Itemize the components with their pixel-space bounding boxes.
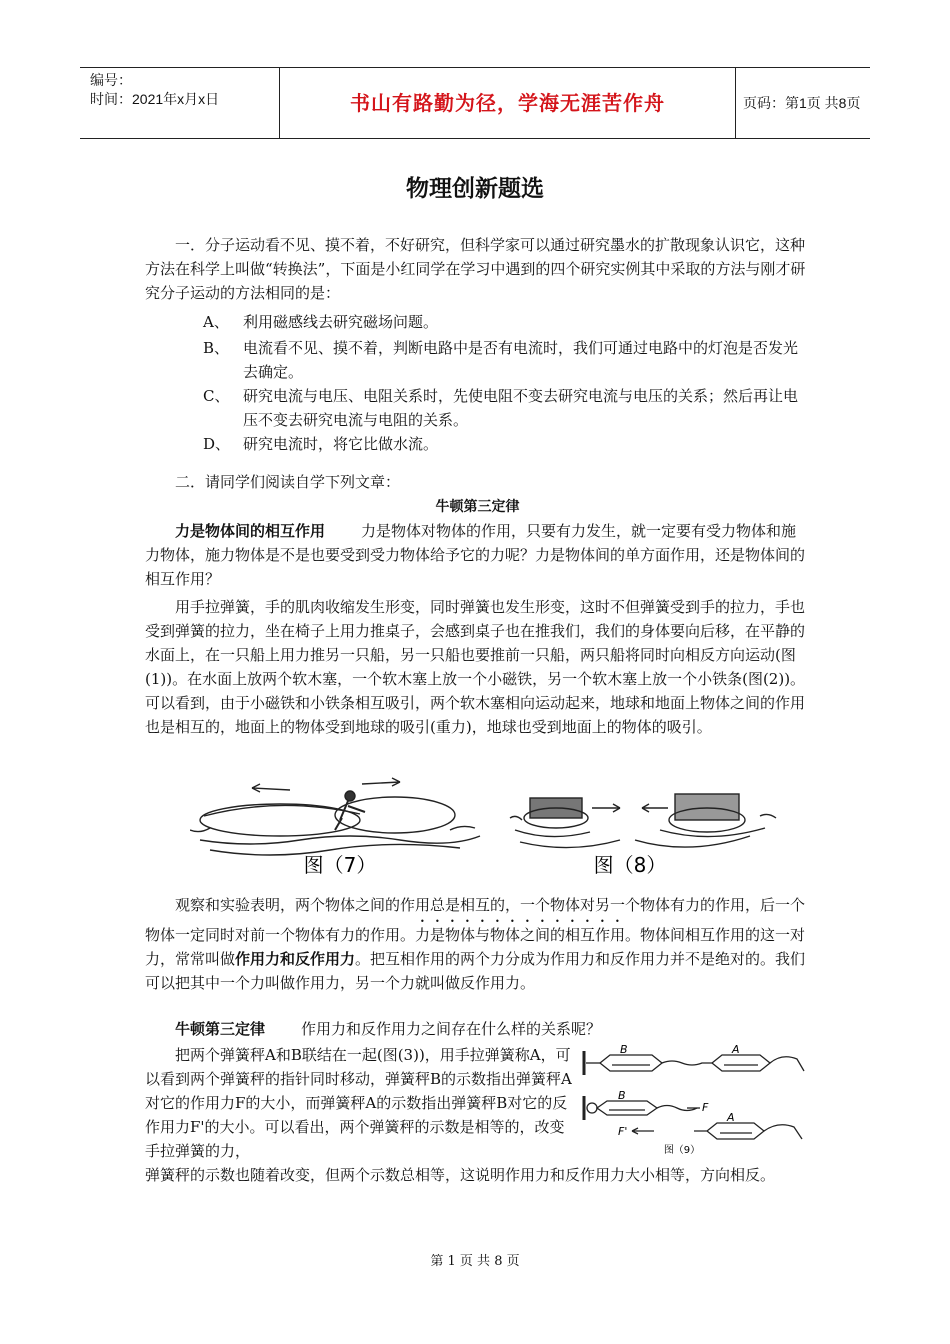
fig9-caption: 图（9）: [663, 1145, 701, 1156]
fig9-label-b1: B: [620, 1043, 628, 1056]
paragraph-3: [145, 893, 810, 995]
q2-intro: 二．请同学们阅读自学下列文章：: [175, 473, 401, 491]
para3-emphasis: 力是物体与物体之间的相互作用: [415, 926, 626, 944]
paragraph-2: 用手拉弹簧，手的肌肉收缩发生形变，同时弹簧也发生形变，这时不但弹簧受到手的拉力，手也受到弹簧的拉力，坐在椅子上用力推桌子，会感到桌子也在推我们，我们的身体要向后移，在平静的水面上，在一只船上用力推另一只船，另一只船也要推前一只船，两只船将同时向相反方向运动(图(1))。在水面上放两个软木塞，一个软木塞上放一个小磁铁，另一个软木塞上放一个小铁条(图(2))。可以看到，由于小磁铁和小铁条相互吸引，两个软木塞相向运动起来，地球和地面上物体之间的作用也是相互的，地面上的物体受到地球的吸引(重力)，地球也受到地面上的物体的吸引。: [145, 598, 806, 736]
option-key: B、: [203, 339, 230, 357]
fig9-label-fprime: F': [618, 1125, 628, 1138]
option-key: D、: [203, 435, 231, 453]
paragraph-4b: 弹簧秤的示数也随着改变，但两个示数总相等，这说明作用力和反作用力大小相等，方向相反。: [145, 1166, 776, 1184]
q1-stem: 一．分子运动看不见、摸不着，不好研究，但科学家可以通过研究墨水的扩散现象认识它，这种方法在科学上叫做“转换法”，下面是小红同学在学习中遇到的四个研究实例其中采取的方法与刚才研究分子运动的方法相同的是：: [145, 236, 806, 302]
option-key: A、: [203, 313, 229, 331]
fig9-label-a2: A: [727, 1111, 735, 1124]
section1-text: 力是物体对物体的作用，只要有力发生，就一定要有受力物体和施力物体，施力物体是不是也要受到受力物体给予它的力呢？力是物体间的单方面作用，还是物体间的相互作用？: [145, 522, 806, 588]
header-motto: 书山有路勤为径，学海无涯苦作舟: [280, 68, 736, 138]
section1-paragraph: [145, 519, 810, 591]
header-page-info: 页码：第1页 共8页: [743, 95, 861, 111]
fig9-label-b2: B: [618, 1089, 626, 1102]
paragraph-4a: 把两个弹簧秤A和B联结在一起(图(3))，用手拉弹簧称A，可以看到两个弹簧秤的指针同时移动，弹簧秤B的示数指出弹簧秤A对它的作用力F的大小，而弹簧秤A的示数指出弹簧秤B对它的反作用力F'的大小。可以看出，两个弹簧秤的示数是相等的，改变手拉弹簧的力，: [145, 1046, 572, 1160]
para3-bold: 作用力和反作用力: [235, 950, 356, 968]
para3-text-b: 。物体间相互作用的这一对力，常常叫做: [145, 926, 806, 968]
option-text: 研究电流时，将它比做水流。: [243, 435, 439, 453]
header-table: [80, 67, 870, 139]
fig9-label-a1: A: [732, 1043, 740, 1056]
para3-text-c: 。把互相作用的两个力分成为作用力和反作用力并不是绝对的。我们可以把其中一个力叫做作用力，另一个力就叫做反作用力。: [145, 950, 806, 992]
q1-option-c: [203, 384, 810, 432]
option-text: 电流看不见、摸不着，判断电路中是否有电流时，我们可通过电路中的灯泡是否发光去确定。: [243, 339, 799, 381]
fig8-caption: 图（8）: [593, 853, 667, 877]
doc-number: 编号：: [90, 72, 132, 88]
figures-7-8: [190, 770, 810, 880]
header-meta: [80, 68, 280, 138]
page-footer: 第 1 页 共 8 页: [430, 1254, 520, 1269]
q1-option-d: [203, 432, 810, 456]
boat-figure: [190, 778, 480, 855]
article-title: 牛顿第三定律: [435, 499, 520, 515]
option-text: 利用磁感线去研究磁场问题。: [243, 313, 439, 331]
figure-9: [582, 1043, 807, 1158]
option-text: 研究电流与电压、电阻关系时，先使电阻不变去研究电流与电压的关系；然后再让电压不变去研究电流与电阻的关系。: [243, 387, 799, 429]
page-title: 物理创新题选: [406, 176, 544, 202]
fig9-label-f: F: [702, 1101, 709, 1114]
doc-date: 时间：2021年x月x日: [90, 91, 220, 107]
option-key: C、: [203, 387, 230, 405]
q1-option-a: [203, 310, 810, 334]
q1-option-b: [203, 336, 810, 384]
section2-heading: 牛顿第三定律: [175, 1020, 266, 1038]
para3-text-a: 观察和实验表明，两个物体之间的作用总是相互的，一个物体对另一个物体有力的作用，后一个物体一定同时对前一个物体有力的作用。: [145, 896, 806, 944]
section2-text: 作用力和反作用力之间存在什么样的关系呢？: [301, 1020, 602, 1038]
cork-figure: [510, 794, 776, 848]
section2-paragraph: [145, 1017, 810, 1041]
fig7-caption: 图（7）: [303, 853, 377, 877]
section1-heading: 力是物体间的相互作用: [175, 522, 326, 540]
